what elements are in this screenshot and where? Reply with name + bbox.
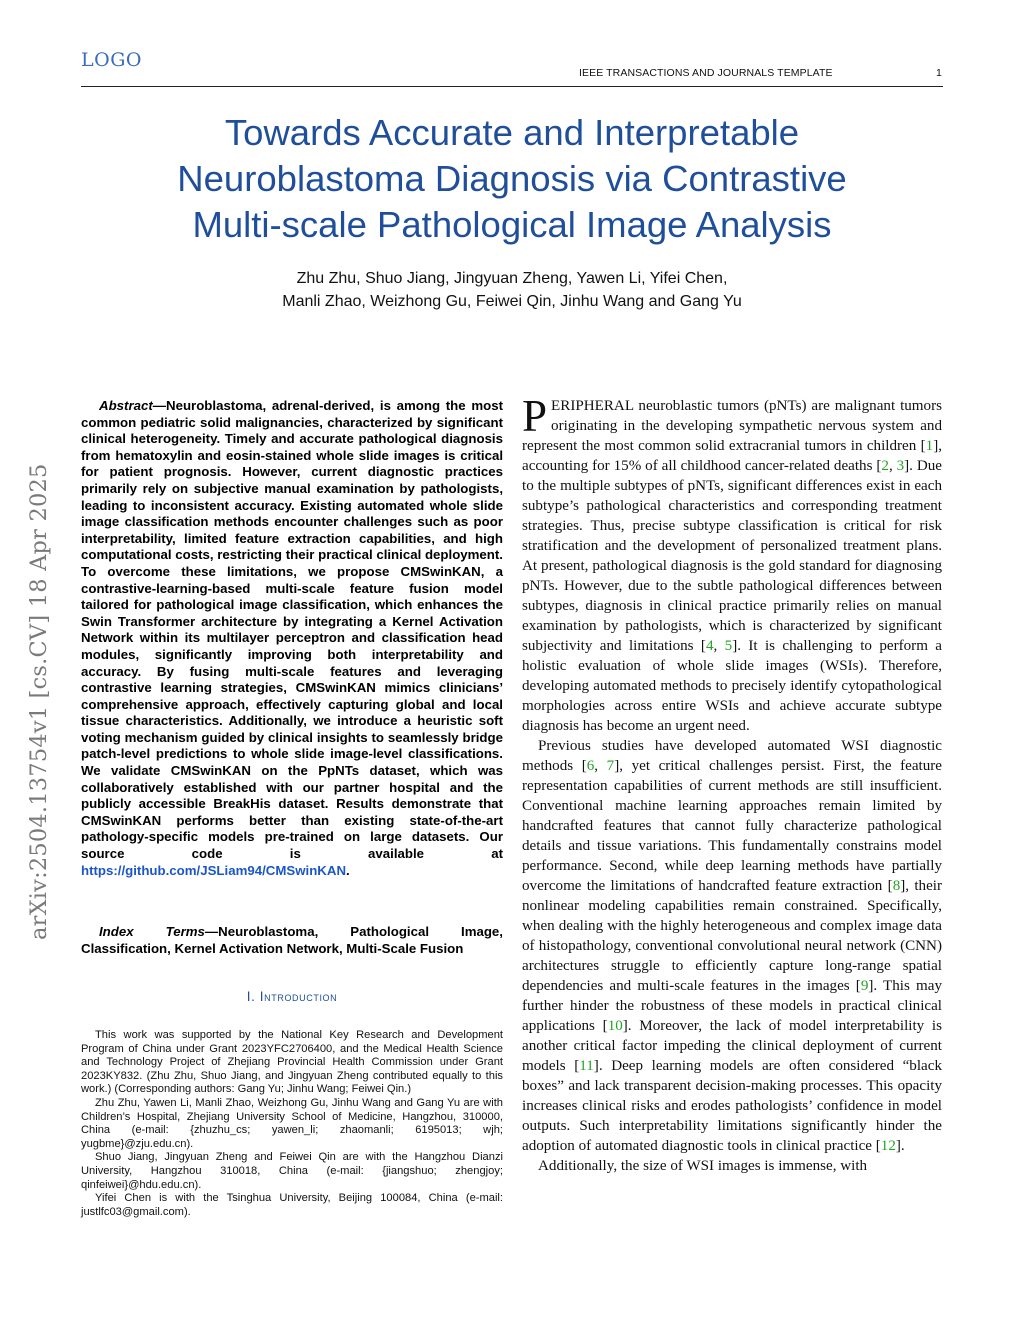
paragraph-2: Previous studies have developed automated WSI diagnostic methods [6, 7], yet critical challenges persist. First, the feature representation capabilities of current methods are still insufficient. Conventional machine learning approaches remain limited by handcrafted features that cannot fully characterize pathological details and tissue variations. This fundamentally constrains model performance. Second, while deep learning methods have partially overcome the limitations of handcrafted feature extraction [8], their nonlinear modeling capabilities remain constrained. Specifically, when dealing with the highly heterogeneous and complex image data of histopathology, conventional convolutional neural network (CNN) architectures struggle to efficiently capture long-range spatial dependencies and multi-scale features in the images [9]. This may further hinder the robustness of these models in practical clinical applications [10]. Moreover, the lack of model interpretability is another critical factor impeding the clinical deployment of current models [11]. Deep learning models are often considered “black boxes” and lack transparent decision-making processes. This opacity increases clinical risks and erodes pathologists’ confidence in model outputs. Such interpretability limitations significantly hinder the adoption of automated diagnostic tools in clinical practice [12]. xyxy=(522,738,943,1154)
section-heading-introduction xyxy=(81,989,503,1004)
footnote-funding: This work was supported by the National Key Research and Development Program of China under Grant 2023YFC2706400, and the Medical Health Science and Technology Project of Zhejiang Provincial Health Commission under Grant 2023KY832. (Zhu Zhu, Shuo Jiang, and Jingyuan Zheng contributed equally to this work.) (Corresponding authors: Gang Yu; Jinhu Wang; Feiwei Qin.) xyxy=(81,1029,503,1096)
citation-link[interactable]: 4 xyxy=(705,638,714,654)
author-list xyxy=(81,268,943,313)
citation-link[interactable]: 1 xyxy=(925,438,934,454)
citation-link[interactable]: 5 xyxy=(724,638,733,654)
running-head: IEEE TRANSACTIONS AND JOURNALS TEMPLATE xyxy=(579,67,833,79)
abstract xyxy=(81,398,503,879)
footnote-affiliation-3: Yifei Chen is with the Tsinghua University, Beijing 100084, China (e-mail: justlfc03@gmail.com). xyxy=(81,1192,503,1218)
source-code-link[interactable]: https://github.com/JSLiam94/CMSwinKAN xyxy=(81,862,347,878)
paragraph-1: PERIPHERAL neuroblastic tumors (pNTs) are malignant tumors originating in the developing sympathetic nervous system and represent the most common solid extracranial tumors in children [1], accounting for 15% of all childhood cancer-related deaths [2, 3]. Due to the multiple subtypes of pNTs, significant differences exist in each subtype’s pathological characteristics and corresponding treatment strategies. Thus, precise subtype classification is critical for risk stratification and the development of personalized treatment plans. At present, pathological diagnosis is the gold standard for diagnosing pNTs. However, due to the subtle pathological differences between subtypes, diagnosis in clinical practice primarily relies on manual examination by pathologists, which is characterized by significant subjectivity and limitations [4, 5]. It is challenging to perform a holistic evaluation of whole slide images (WSIs). Therefore, developing automated methods to precisely identify cytopathological morphologies across entire WSIs and achieve accurate subtype diagnosis has become an urgent need. xyxy=(522,391,943,734)
citation-link[interactable]: 10 xyxy=(607,1018,623,1034)
abstract-label: Abstract xyxy=(99,398,153,413)
drop-cap: P xyxy=(522,391,548,441)
index-terms xyxy=(81,924,503,957)
journal-logo: LOGO xyxy=(81,49,142,71)
authors-line-1: Zhu Zhu, Shuo Jiang, Jingyuan Zheng, Yawen Li, Yifei Chen, xyxy=(296,270,728,287)
citation-link[interactable]: 12 xyxy=(880,1138,896,1154)
section-numeral: I. xyxy=(246,989,256,1004)
title-line-2: Neuroblastoma Diagnosis via Contrastive xyxy=(177,158,847,199)
authors-line-2: Manli Zhao, Weizhong Gu, Feiwei Qin, Jinhu Wang and Gang Yu xyxy=(282,292,742,310)
section-title: Introduction xyxy=(259,989,338,1004)
introduction-body xyxy=(522,391,943,1176)
citation-link[interactable]: 7 xyxy=(606,758,615,774)
abstract-text: —Neuroblastoma, adrenal-derived, is among the most common pediatric solid malignancies, characterized by significant clinical heterogeneity. Timely and accurate pathological diagnosis from hematoxylin and eosin-stained whole slide images is critical for patient prognosis. However, current diagnostic practices primarily rely on subjective manual examination by pathologists, leading to inconsistent accuracy. Existing automated whole slide image classification methods encounter challenges such as poor interpretability, limited feature extraction capabilities, and high computational costs, restricting their practical clinical deployment. To overcome these limitations, we propose CMSwinKAN, a contrastive-learning-based multi-scale feature fusion model tailored for pathological image classification, which enhances the Swin Transformer architecture by integrating a Kernel Activation Network within its multilayer perceptron and classification head modules, significantly improving both interpretability and accuracy. By fusing multi-scale features and leveraging contrastive learning strategies, CMSwinKAN mimics clinicians’ comprehensive approach, effectively capturing global and local tissue characteristics. Additionally, we introduce a heuristic soft voting mechanism guided by clinical insights to seamlessly bridge patch-level predictions to whole slide image-level classifications. We validate CMSwinKAN on the PpNTs dataset, which was collaboratively established with our partner hospital and the publicly accessible BreakHis dataset. Results demonstrate that CMSwinKAN performs better than existing state-of-the-art pathology-specific models pre-trained on large datasets. Our source code is available at xyxy=(81,398,503,862)
citation-link[interactable]: 2 xyxy=(881,458,889,474)
footnote-affiliation-1: Zhu Zhu, Yawen Li, Manli Zhao, Weizhong Gu, Jinhu Wang and Gang Yu are with Children’s Hospital, Zhejiang University School of Medicine, Hangzhou, 310000, China (e-mail: {zhuzhu_cs; yawen_li; zhaomanli; 6195013; wjh; yugbme}@zju.edu.cn). xyxy=(81,1096,503,1150)
footnote-affiliation-2: Shuo Jiang, Jingyuan Zheng and Feiwei Qin are with the Hangzhou Dianzi University, Hangzhou 310018, China (e-mail: {jiangshuo; zhengjoy; qinfeiwei}@hdu.edu.cn). xyxy=(81,1151,503,1191)
page-number: 1 xyxy=(936,67,942,79)
abstract-end: . xyxy=(346,862,350,878)
header-rule xyxy=(81,86,943,87)
citation-link[interactable]: 8 xyxy=(892,878,901,894)
title-line-1: Towards Accurate and Interpretable xyxy=(224,112,800,153)
arxiv-stamp: arXiv:2504.13754v1 [cs.CV] 18 Apr 2025 xyxy=(26,463,52,940)
index-terms-text: —Neuroblastoma, Pathological Image, Classification, Kernel Activation Network, Multi-Scale Fusion xyxy=(81,924,503,956)
footnotes xyxy=(81,1029,503,1219)
citation-link[interactable]: 9 xyxy=(860,978,869,994)
paragraph-3: Additionally, the size of WSI images is immense, with xyxy=(538,1158,868,1174)
index-terms-label: Index Terms xyxy=(99,924,205,939)
citation-link[interactable]: 6 xyxy=(586,758,595,774)
paper-title xyxy=(81,110,943,248)
title-line-3: Multi-scale Pathological Image Analysis xyxy=(192,204,832,245)
citation-link[interactable]: 11 xyxy=(579,1058,594,1074)
citation-link[interactable]: 3 xyxy=(896,458,905,474)
